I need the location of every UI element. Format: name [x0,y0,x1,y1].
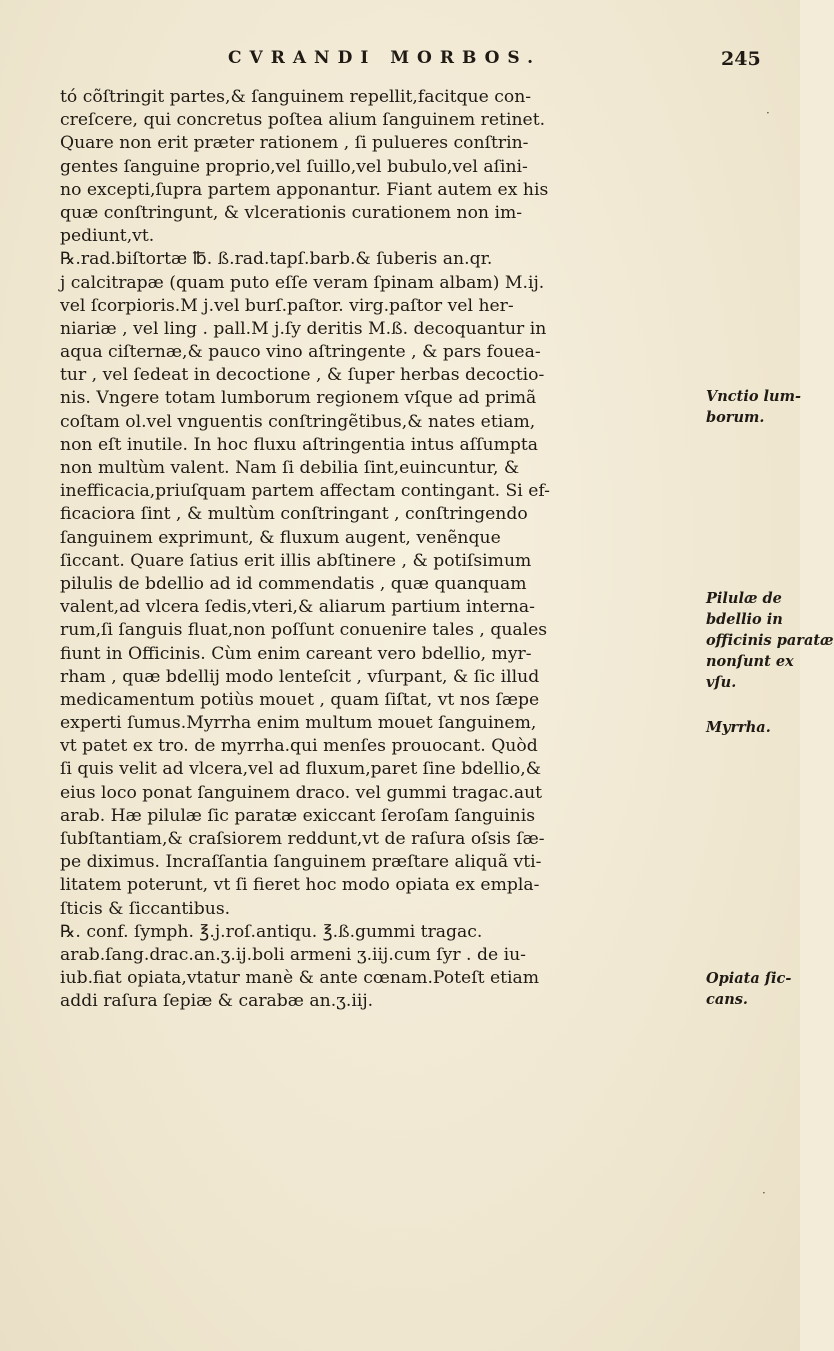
text-line: nis. Vngere totam lumborum regionem vſque ad primã [60,388,537,409]
margin-note-line: Opiata ſic- [706,970,792,987]
margin-note-line: Myrrha. [706,719,771,736]
margin-note [706,588,834,693]
text-line: ſanguinem exprimunt, & fluxum augent, venẽnque [60,527,501,548]
text-line: non eſt inutile. In hoc fluxu aſtringentia intus aſſumpta [60,434,539,455]
text-line: rham , quæ bdellij modo lenteſcit , vſurpant, & ſic illud [60,666,540,687]
ink-speck: · [766,106,770,120]
text-line: ficaciora ſint , & multùm conſtringant , conſtringendo [60,504,528,525]
text-line: pilulis de bdellio ad id commendatis , quæ quanquam [60,573,527,594]
text-line: Quare non erit præter rationem , ſi pulueres conſtrin- [60,133,529,154]
text-line: vel ſcorpioris.M j.vel burſ.paſtor. virg.paſtor vel her- [60,295,514,316]
text-line: inefficacia,priuſquam partem affectam contingant. Si ef- [60,481,550,502]
margin-note-line: borum. [706,409,765,426]
text-line: pe diximus. Incraſſantia ſanguinem præſtare aliquã vti- [60,852,542,873]
text-line: medicamentum potiùs mouet , quam ſiſtat, vt nos ſæpe [60,689,540,710]
margin-note-line: Vnctio lum- [706,388,801,405]
running-head [0,48,800,78]
margin-note-line: vſu. [706,674,737,691]
body-text [60,86,700,1014]
text-line: tó cõſtringit partes,& ſanguinem repellit,facitque con- [60,87,532,107]
margin-note-line: Pilulæ de [706,590,782,607]
text-line: j calcitrapæ (quam puto eſſe veram ſpinam albam) M.ij. [60,272,545,293]
text-line: experti ſumus.Myrrha enim multum mouet ſanguinem, [60,713,537,734]
text-line: vt patet ex tro. de myrrha.qui menſes prouocant. Quòd [60,736,538,757]
text-line: rum,ſi ſanguis fluat,non poſſunt conuenire tales , quales [60,620,548,641]
text-line: ℞. conf. ſymph. ℥.j.roſ.antiqu. ℥.ß.gummi tragac. [60,921,483,942]
text-line: arab.ſang.drac.an.ʒ.ij.boli armeni ʒ.iij.cum ſyr . de iu- [60,944,526,965]
text-line: litatem poterunt, vt ſi fieret hoc modo opiata ex empla- [60,875,540,896]
page-number: 245 [721,48,761,70]
margin-note [706,968,796,1010]
text-line: gentes ſanguine proprio,vel ſuillo,vel bubulo,vel aſini- [60,156,528,177]
margin-note-line: cans. [706,991,748,1008]
text-line: no excepti,ſupra partem apponantur. Fiant autem ex his [60,179,549,200]
running-title: CVRANDI MORBOS. [228,48,542,68]
margin-note [706,386,801,428]
text-line: quæ conſtringunt, & vlcerationis curationem non im- [60,202,523,223]
text-line: eius loco ponat ſanguinem draco. vel gummi tragac.aut [60,782,543,803]
margin-note-line: nonſunt ex [706,653,794,670]
text-line: fiunt in Officinis. Cùm enim careant vero bdellio, myr- [60,643,532,664]
margin-note-line: officinis paratæ [706,632,834,649]
text-line: valent,ad vlcera ſedis,vteri,& aliarum partium interna- [60,597,535,618]
text-line: non multùm valent. Nam ſi debilia ſint,euincuntur, & [60,458,520,478]
text-line: creſcere, qui concretus poſtea alium ſanguinem retinet. [60,110,546,131]
margin-note [706,717,796,738]
text-line: iub.fiat opiata,vtatur manè & ante cœnam.Poteſt etiam [60,968,540,989]
text-line: ſiccant. Quare ſatius erit illis abſtinere , & potiſsimum [60,550,532,571]
text-line: ℞.rad.biſtortæ ℔. ß.rad.tapſ.barb.& ſuberis an.qr. [60,249,493,270]
text-line: ſubſtantiam,& craſsiorem reddunt,vt de raſura oſsis ſæ- [60,829,545,849]
text-line: tur , vel ſedeat in decoctione , & ſuper herbas decoctio- [60,365,545,386]
text-line: addi raſura ſepiæ & carabæ an.ʒ.iij. [60,991,374,1012]
text-line: ſi quis velit ad vlcera,vel ad fluxum,paret ſine bdellio,& [60,759,542,780]
text-line: pediunt,vt. [60,226,155,247]
text-line: ſticis & ſiccantibus. [60,898,231,919]
text-line: aqua ciſternæ,& pauco vino aſtringente , & pars fouea- [60,342,541,363]
text-line: arab. Hæ pilulæ ſic paratæ exiccant ſeroſam ſanguinis [60,805,536,826]
text-line: coſtam ol.vel vnguentis conſtringẽtibus,& nates etiam, [60,411,536,432]
ink-speck: · [762,1186,766,1200]
margin-note-line: bdellio in [706,611,783,628]
text-line: niariæ , vel ling . pall.M j.ſy deritis M.ß. decoquantur in [60,318,547,339]
